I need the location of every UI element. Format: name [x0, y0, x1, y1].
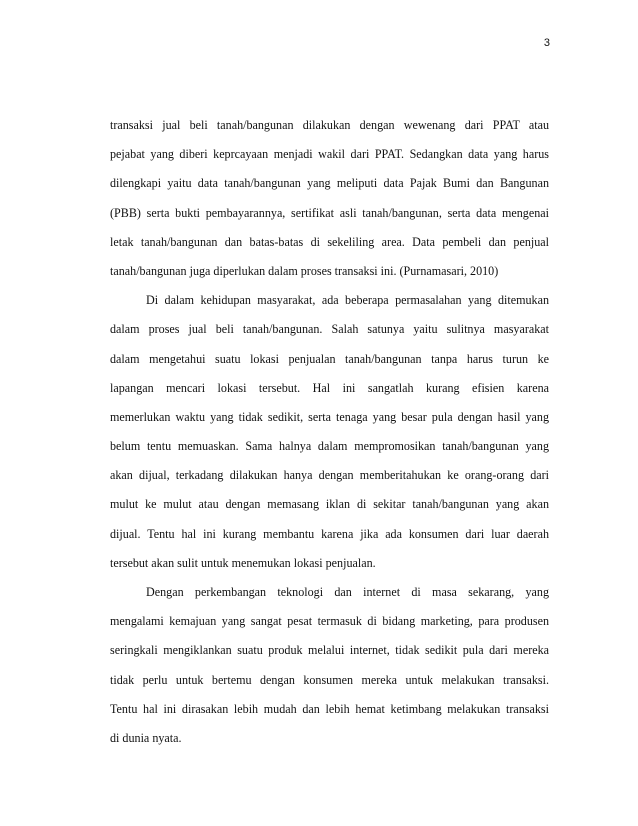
paragraph-line: transaksi jual beli tanah/bangunan dilakukan dengan wewenang dari PPAT atau — [110, 118, 549, 132]
paragraph-line: akan dijual, terkadang dilakukan hanya dengan memberitahukan ke orang-orang dari — [110, 468, 549, 483]
paragraph-2 — [110, 286, 549, 578]
paragraph-1 — [110, 111, 549, 286]
paragraph-3 — [110, 578, 549, 753]
paragraph-line: lapangan mencari lokasi tersebut. Hal ini sangatlah kurang efisien karena — [110, 380, 549, 395]
paragraph-line: memerlukan waktu yang tidak sedikit, serta tenaga yang besar pula dengan hasil yang — [110, 409, 549, 424]
paragraph-line: seringkali mengiklankan suatu produk melalui internet, tidak sedikit pula dari mereka — [110, 643, 549, 658]
paragraph-line: mengalami kemajuan yang sangat pesat termasuk di bidang marketing, para produsen — [110, 614, 549, 629]
paragraph-line: belum tentu memuaskan. Sama halnya dalam mempromosikan tanah/bangunan yang — [110, 439, 549, 454]
paragraph-line: tidak perlu untuk bertemu dengan konsumen mereka untuk melakukan transaksi. — [110, 672, 549, 687]
paragraph-line: dilengkapi yaitu data tanah/bangunan yang meliputi data Pajak Bumi dan Bangunan — [110, 176, 549, 191]
paragraph-line: (PBB) serta bukti pembayarannya, sertifikat asli tanah/bangunan, serta data mengenai — [110, 205, 549, 220]
paragraph-line: pejabat yang diberi keprcayaan menjadi wakil dari PPAT. Sedangkan data yang harus — [110, 147, 549, 162]
paragraph-line: mulut ke mulut atau dengan memasang iklan di sekitar tanah/bangunan yang akan — [110, 497, 549, 512]
paragraph-line: letak tanah/bangunan dan batas-batas di sekeliling area. Data pembeli dan penjual — [110, 234, 549, 249]
page-number: 3 — [543, 37, 550, 49]
paragraph-line: Di dalam kehidupan masyarakat, ada beberapa permasalahan yang ditemukan — [146, 293, 549, 308]
paragraph-line: tersebut akan sulit untuk menemukan lokasi penjualan. — [110, 555, 376, 570]
paragraph-line: dalam proses jual beli tanah/bangunan. Salah satunya yaitu sulitnya masyarakat — [110, 322, 549, 337]
paragraph-line: dalam mengetahui suatu lokasi penjualan tanah/bangunan tanpa harus turun ke — [110, 351, 549, 366]
paragraph-line: dijual. Tentu hal ini kurang membantu karena jika ada konsumen dari luar daerah — [110, 526, 549, 541]
paragraph-line: Tentu hal ini dirasakan lebih mudah dan lebih hemat ketimbang melakukan transaksi — [110, 701, 549, 716]
paragraph-line: tanah/bangunan juga diperlukan dalam proses transaksi ini. (Purnamasari, 2010) — [110, 263, 499, 278]
paragraph-line: di dunia nyata. — [110, 730, 182, 745]
paragraph-line: Dengan perkembangan teknologi dan internet di masa sekarang, yang — [146, 585, 549, 599]
body-text — [110, 111, 549, 753]
